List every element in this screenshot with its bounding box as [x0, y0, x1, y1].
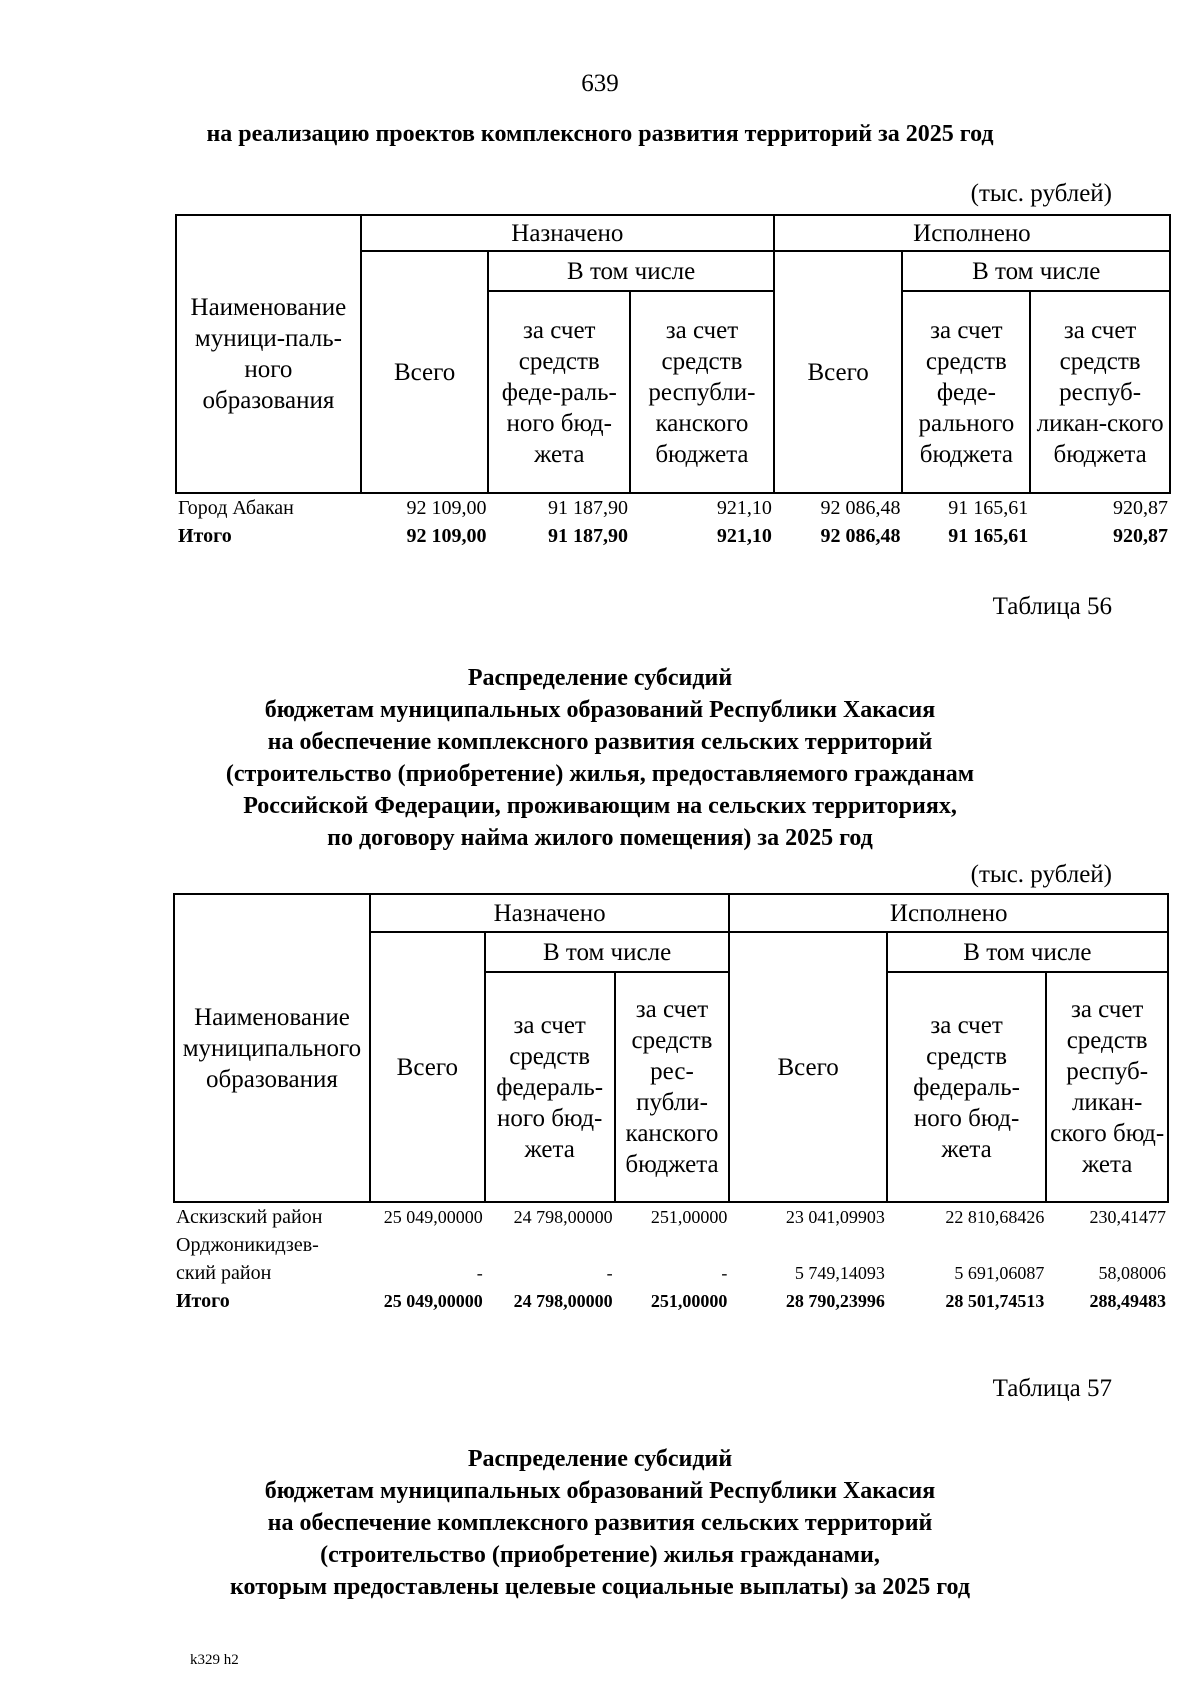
table1-cell: 92 109,00	[406, 525, 487, 547]
table57-label: Таблица 57	[992, 1375, 1112, 1402]
table1-header-assigned: Назначено	[361, 215, 774, 251]
table3-title	[150, 1443, 1050, 1603]
table1-cell: 921,10	[716, 525, 772, 547]
table2-cell: 5 749,14093	[794, 1263, 885, 1283]
table2-cell: -	[606, 1263, 613, 1283]
table2-cell: 58,08006	[1098, 1263, 1166, 1283]
page-number: 639	[581, 70, 619, 97]
table2-cell: 25 049,00000	[383, 1291, 483, 1311]
table1-header-assigned-republic: за счет средств республи-канского бюджета	[630, 291, 774, 493]
table1-total-label: Итого	[178, 525, 232, 547]
table1-header-executed-total: Всего	[774, 251, 903, 493]
table-row	[174, 1202, 1168, 1231]
table1-cell: 92 086,48	[820, 525, 901, 547]
table2-header-executed-republic: за счет средств респуб-ликан-ского бюд-жета	[1046, 972, 1168, 1202]
table1-unit: (тыс. рублей)	[970, 180, 1112, 207]
table1-header-name: Наименование муници-паль-ного образования	[176, 215, 361, 493]
table1-cell: 91 187,90	[548, 497, 629, 519]
table2-cell: 288,49483	[1089, 1291, 1166, 1311]
table2-row-name: ский район	[176, 1262, 272, 1284]
table-row	[174, 1287, 1168, 1315]
title-line: на обеспечение комплексного развития сельских территорий	[267, 729, 933, 755]
table2-header-assigned-republic: за счет средств рес-публи-канского бюджета	[615, 972, 730, 1202]
table1-header-assigned-federal: за счет средств феде-раль-ного бюд-жета	[488, 291, 630, 493]
table1-cell: 91 165,61	[948, 497, 1029, 519]
table2-row-name: Аскизский район	[176, 1206, 323, 1228]
table2-cell: 28 790,23996	[785, 1291, 885, 1311]
table1-cell: 921,10	[716, 497, 772, 519]
title-line: которым предоставлены целевые социальные выплаты) за 2025 год	[230, 1574, 970, 1600]
table2-cell: 251,00000	[650, 1207, 728, 1227]
table-row	[176, 493, 1170, 522]
table2-cell: 251,00000	[650, 1291, 728, 1311]
title-line: Российской Федерации, проживающим на сельских территориях,	[243, 793, 957, 819]
table-row	[176, 522, 1170, 550]
table1-cell: 920,87	[1113, 525, 1168, 547]
table2-header-assigned-total: Всего	[370, 932, 485, 1202]
table1-cell: 91 187,90	[548, 525, 629, 547]
table1-title: на реализацию проектов комплексного развития территорий за 2025 год	[206, 121, 994, 147]
title-line: на обеспечение комплексного развития сельских территорий	[267, 1510, 933, 1536]
table2-header-assigned-federal: за счет средств федераль-ного бюд-жета	[485, 972, 615, 1202]
table1-header-executed-including: В том числе	[902, 251, 1170, 291]
table1-header-assigned-total: Всего	[361, 251, 489, 493]
table2-header-assigned-including: В том числе	[485, 932, 730, 972]
table2-cell: 5 691,06087	[954, 1263, 1045, 1283]
table2-cell: 24 798,00000	[513, 1207, 613, 1227]
table2-total-label: Итого	[176, 1290, 230, 1312]
table1-cell: 91 165,61	[948, 525, 1029, 547]
table2-cell: 230,41477	[1089, 1207, 1166, 1227]
table2-cell: -	[721, 1263, 728, 1283]
table1-header-executed: Исполнено	[774, 215, 1170, 251]
table2-title	[150, 662, 1050, 854]
title-line: Распределение субсидий	[467, 665, 733, 691]
table1-row-name: Город Абакан	[178, 497, 294, 519]
table2-header-executed-including: В том числе	[887, 932, 1168, 972]
table2-unit: (тыс. рублей)	[970, 861, 1112, 888]
title-line: бюджетам муниципальных образований Республики Хакасия	[264, 1478, 936, 1504]
title-line: Распределение субсидий	[467, 1446, 733, 1472]
table-row	[174, 1259, 1168, 1287]
table1-cell: 92 086,48	[820, 497, 901, 519]
table1	[175, 214, 1171, 550]
table2-header-name: Наименование муниципального образования	[174, 894, 370, 1202]
table-row	[174, 1231, 1168, 1259]
table56-label: Таблица 56	[992, 593, 1112, 620]
table2-cell: 24 798,00000	[513, 1291, 613, 1311]
table1-header-assigned-including: В том числе	[488, 251, 773, 291]
table2-header-executed: Исполнено	[729, 894, 1168, 932]
title-line: бюджетам муниципальных образований Республики Хакасия	[264, 697, 936, 723]
table2-header-assigned: Назначено	[370, 894, 730, 932]
table1-cell: 92 109,00	[406, 497, 487, 519]
table1-header-executed-republic: за счет средств респуб-ликан-ского бюджета	[1030, 291, 1170, 493]
table2-header-executed-total: Всего	[729, 932, 886, 1202]
table2-cell: 28 501,74513	[945, 1291, 1045, 1311]
table2-cell: 22 810,68426	[945, 1207, 1045, 1227]
table2-cell: 25 049,00000	[383, 1207, 483, 1227]
title-line: (строительство (приобретение) жилья, предоставляемого гражданам	[225, 761, 975, 787]
table2-cell: -	[476, 1263, 483, 1283]
title-line: по договору найма жилого помещения) за 2025 год	[327, 825, 873, 851]
table2	[173, 893, 1169, 1315]
footer-code: k329 h2	[190, 1652, 239, 1668]
title-line: (строительство (приобретение) жилья гражданами,	[320, 1542, 880, 1568]
table1-cell: 920,87	[1113, 497, 1168, 519]
table2-cell: 23 041,09903	[785, 1207, 885, 1227]
table2-row-name: Орджоникидзев-	[176, 1234, 319, 1256]
table1-header-executed-federal: за счет средств феде-рального бюджета	[902, 291, 1030, 493]
table2-header-executed-federal: за счет средств федераль-ного бюд-жета	[887, 972, 1047, 1202]
